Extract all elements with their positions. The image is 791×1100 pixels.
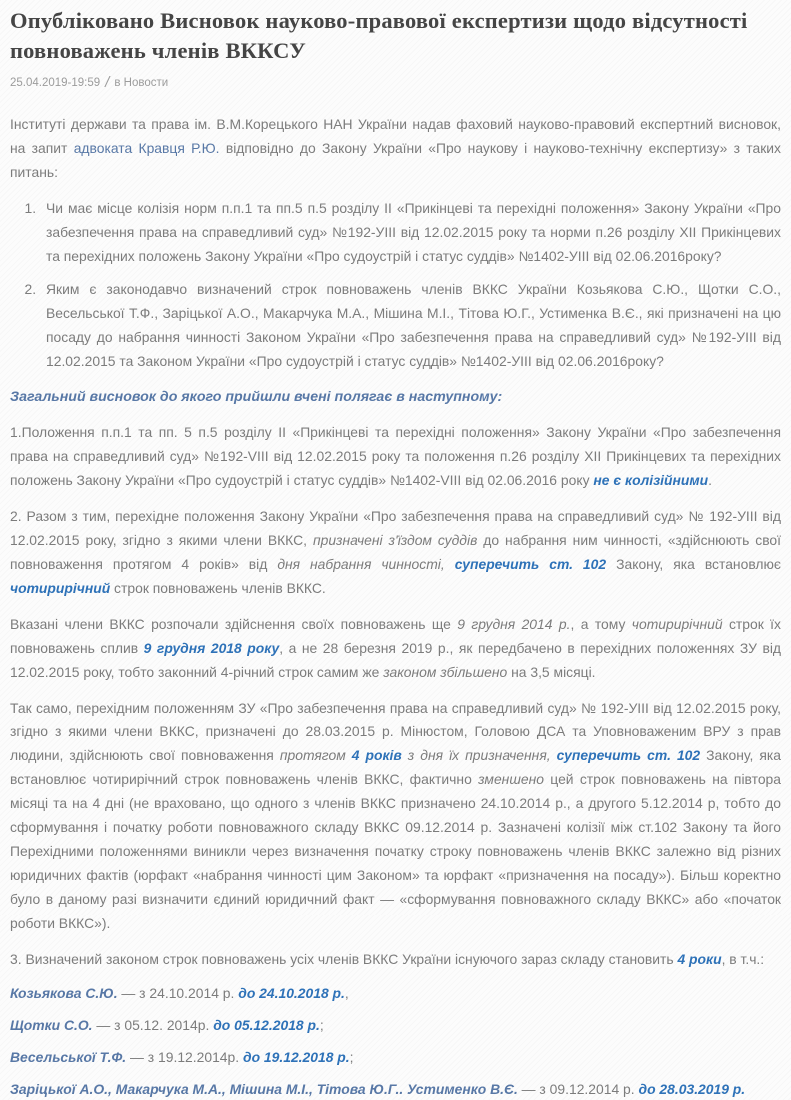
text-run: до набрання ним чинності, «здійснюють свої повноваження протягом 4 років» від — [10, 532, 782, 572]
text-run: Заріцької А.О., Макарчука М.А., Мішина М.І., Тітова Ю.Г.. Устименко В.Є. — [10, 1081, 518, 1098]
text-run: — з 24.10.2014 р. — [117, 985, 239, 1002]
question-item-1: 1. Чи має місце колізія норм п.п.1 та пп.5 п.5 розділу ІІ «Прикінцеві та перехідні положення» Закону України «Про забезпечення права на справедливий суд» №192-УІІІ від 12.02.2015 року та норми п.26 розділу ХІІ Прикінцевих та перехідних положень Закону України «Про судоустрій і статус суддів» №1402-УІІІ від 02.06.2016року? — [40, 197, 781, 269]
text-run: 4 років — [351, 747, 402, 764]
text-run: , в т.ч.: — [721, 950, 765, 967]
text-run: Інституті держави та права ім. В.М.Корецького НАН України надав фаховий науково-правовий експертний висновок, на запит — [10, 116, 781, 157]
text-run: Закону, яка встановлює — [606, 555, 781, 572]
text-run: суперечить ст. 102 — [556, 747, 701, 764]
conclusion-paragraph-4 — [10, 697, 781, 936]
intro-paragraph — [10, 113, 781, 185]
text-run: Козьякова С.Ю. — [10, 985, 118, 1002]
conclusion-heading: Загальний висновок до якого прийшли вчені полягає в наступному: — [10, 389, 503, 406]
text-run: — з 05.12. 2014р. — [92, 1017, 214, 1034]
text-run: до 24.10.2018 р. — [238, 985, 345, 1002]
text-run: ; — [349, 1049, 354, 1066]
conclusion-paragraph-1 — [10, 421, 781, 493]
text-run: — з 09.12.2014 р. — [517, 1081, 639, 1098]
member-term-line-2 — [10, 1015, 781, 1036]
text-run: 1.Положення п.п.1 та пп. 5 п.5 розділу ІІ «Прикінцеві та перехідні положення» Закону України «Про забезпечення права на справедливий суд» №192-VIII від 12.02.2015 року та положення п.26 розділу ХІІ Прикінцевих та перехідних положень Закону України «Про судоустрій і статус суддів» №1402-VIII від 02.06.2016 року — [10, 424, 781, 489]
text-run: 3. Визначений законом строк повноважень усіх членів ВККС України існуючого зараз складу становить — [10, 950, 678, 967]
text-run: 9 грудня 2014 р. — [457, 615, 571, 632]
post-meta — [10, 74, 781, 91]
text-run: строк їх повноважень сплив — [10, 615, 781, 656]
questions-list — [10, 197, 781, 373]
text-run: з дня їх призначення, — [401, 747, 557, 764]
text-run: до 05.12.2018 р. — [213, 1017, 320, 1034]
text-run: — з 19.12.2014р. — [126, 1049, 243, 1066]
meta-separator: / — [105, 74, 110, 92]
text-run: ; — [319, 1017, 324, 1034]
text-run: , а не 28 березня 2019 р., як передбачено в перехідних положеннях ЗУ від 12.02.2015 року, тобто законний 4-річний строк самим же — [10, 639, 782, 680]
text-run: 9 грудня 2018 року — [143, 639, 280, 656]
text-run: чотирирічний — [631, 615, 723, 632]
text-run: відповідно до Закону України «Про наукову і науково-технічну експертизу» з таких питань: — [10, 140, 781, 181]
conclusion-paragraph-2 — [10, 505, 781, 601]
post-date: 25.04.2019-19:59 — [10, 76, 101, 89]
text-run: до 28.03.2019 р. — [638, 1081, 746, 1098]
text-run: Закону, яка встановлює чотирирічний строк повноважень членів ВККС, фактично — [10, 747, 781, 788]
text-run: Щотки С.О. — [10, 1017, 93, 1034]
page-title: Опубліковано Висновок науково-правової експертизи щодо відсутності повноважень членів ВККСУ — [10, 8, 748, 63]
text-run — [445, 556, 455, 572]
text-run: чотирирічний — [10, 579, 111, 596]
conclusion-paragraph-5 — [10, 948, 781, 972]
text-run: строк повноважень членів ВККС. — [110, 579, 326, 596]
text-run: Вказані члени ВККС розпочали здійснення своїх повноважень ще — [10, 615, 458, 632]
text-run: Так само, перехідним положенням ЗУ «Про забезпечення права на справедливий суд» № 192-УІІІ від 12.02.2015 року, згідно з якими члени ВККС, призначені до 28.03.2015 р. Мінюстом, Головою ДСА та Уповноваженим ВРУ з прав людини, здійснюють свої повноваження — [10, 699, 781, 764]
text-run: дня набрання чинності, — [277, 555, 445, 572]
text-run: Весельської Т.Ф. — [10, 1049, 127, 1066]
text-run: . — [708, 472, 712, 489]
member-term-line-4 — [10, 1079, 781, 1100]
text-run: зменшено — [478, 771, 544, 788]
text-run: не є колізійними — [593, 472, 709, 489]
text-run: протягом — [279, 747, 352, 764]
category-link[interactable]: в Новости — [114, 76, 169, 89]
text-run: 4 роки — [677, 950, 722, 967]
conclusion-paragraph-3 — [10, 613, 781, 685]
member-term-line-1 — [10, 983, 781, 1004]
text-run: до 19.12.2018 р. — [242, 1049, 350, 1066]
text-run: призначені з'їздом суддів — [312, 532, 478, 549]
question-item-2: 2. Яким є законодавчо визначений строк повноважень членів ВККС України Козьякова С.Ю., Щотки С.О., Весельської Т.Ф., Заріцької А.О., Макарчука М.А., Мішина М.І., Тітова Ю.Г., Устименка В.Є., які призначені на цю посаду до набрання чинності Законом України «Про забезпечення права на справедливий суд» №192-УІІІ від 12.02.2015 та Законом України «Про судоустрій і статус суддів» №1402-УІІІ від 02.06.2016року? — [40, 278, 781, 374]
text-run: , — [344, 985, 349, 1002]
text-run: законом збільшено — [383, 663, 508, 680]
text-run: цей строк повноважень на півтора місяці та на 4 дні (не враховано, що одного з членів ВККС призначено 24.10.2014 р., а другого 5.12.2014 р, тобто до сформування і початку роботи повноважного складу ВККС 09.12.2014 р. Зазначені колізії між ст.102 Закону та його Перехідними положеннями виникли через визначення початку строку повноважень членів ВККС залежно від різних юридичних фактів (юрфакт «набрання чинності цим Законом» та юрфакт «призначення на посаду»). Більш коректно було в даному разі визначити єдиний юридичний факт — «сформування повноважного складу ВККС» або «початок роботи ВККС»). — [10, 771, 781, 931]
text-run: , а тому — [570, 615, 632, 632]
member-term-line-3 — [10, 1047, 781, 1068]
inline-link[interactable]: адвоката Кравця Р.Ю. — [73, 140, 220, 157]
text-run: на 3,5 місяці. — [507, 663, 596, 680]
text-run: суперечить ст. 102 — [454, 555, 607, 572]
text-run: 2. Разом з тим, перехідне положення Закону України «Про забезпечення права на справедливий суд» № 192-УІІІ від 12.02.2015 року, згідно з якими члени ВККС, — [10, 508, 781, 549]
